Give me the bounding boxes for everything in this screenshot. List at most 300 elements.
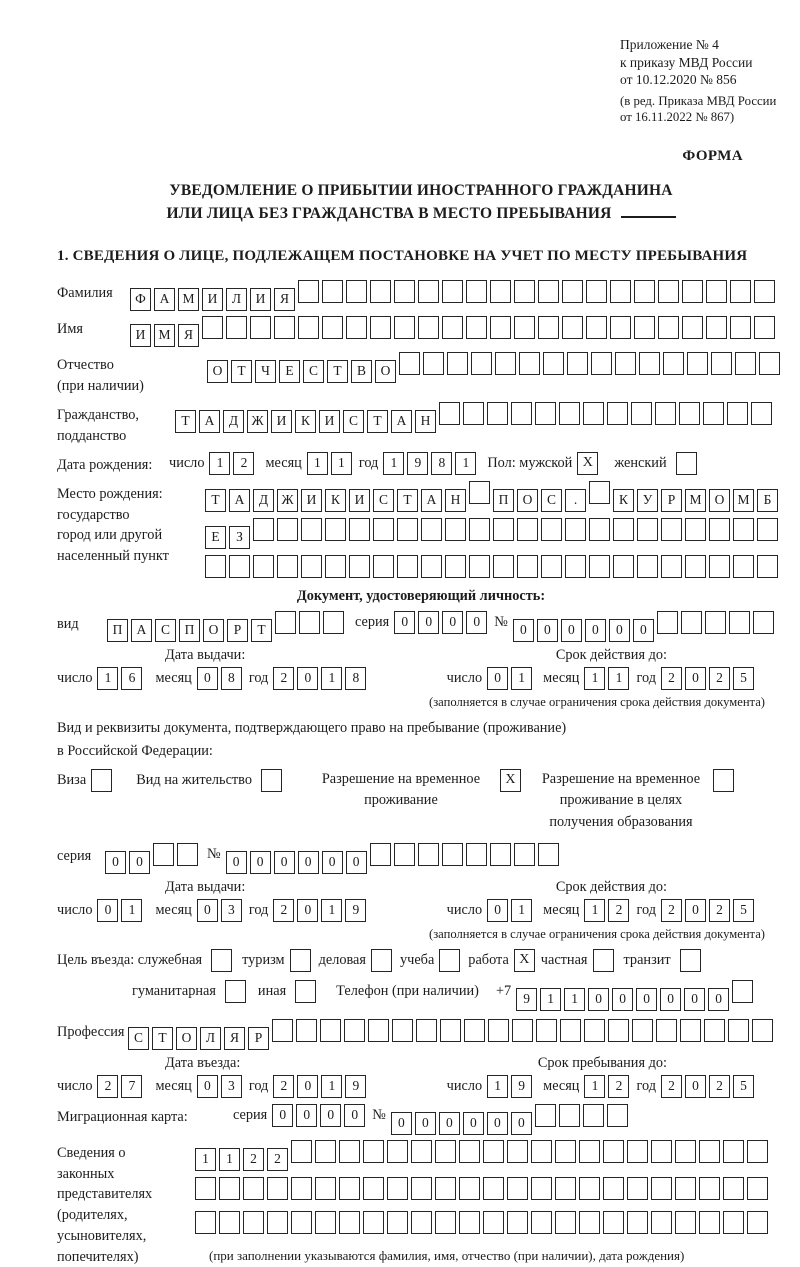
char-cell[interactable]: 0 xyxy=(612,988,633,1011)
char-cell[interactable] xyxy=(363,1140,384,1163)
char-cell[interactable]: 5 xyxy=(733,899,754,922)
char-cell[interactable]: 1 xyxy=(511,667,532,690)
char-cell[interactable] xyxy=(373,518,394,541)
char-cell[interactable]: 1 xyxy=(195,1148,216,1171)
char-cell[interactable]: Е xyxy=(205,526,226,549)
char-cell[interactable]: 0 xyxy=(537,619,558,642)
char-cell[interactable]: М xyxy=(178,288,199,311)
doc-valid-year-field[interactable] xyxy=(661,667,757,690)
char-cell[interactable] xyxy=(699,1140,720,1163)
char-cell[interactable] xyxy=(586,316,607,339)
char-cell[interactable]: К xyxy=(613,489,634,512)
char-cell[interactable] xyxy=(514,280,535,303)
char-cell[interactable] xyxy=(349,555,370,578)
char-cell[interactable] xyxy=(346,280,367,303)
char-cell[interactable]: 0 xyxy=(588,988,609,1011)
char-cell[interactable] xyxy=(442,843,463,866)
char-cell[interactable] xyxy=(754,280,775,303)
char-cell[interactable]: Т xyxy=(152,1027,173,1050)
char-cell[interactable] xyxy=(613,518,634,541)
char-cell[interactable] xyxy=(543,352,564,375)
char-cell[interactable]: 0 xyxy=(684,988,705,1011)
char-cell[interactable] xyxy=(483,1177,504,1200)
char-cell[interactable] xyxy=(495,352,516,375)
checkbox-visa[interactable] xyxy=(91,769,112,792)
char-cell[interactable]: 0 xyxy=(660,988,681,1011)
char-cell[interactable] xyxy=(315,1177,336,1200)
char-cell[interactable] xyxy=(394,843,415,866)
char-cell[interactable] xyxy=(733,518,754,541)
char-cell[interactable] xyxy=(687,352,708,375)
char-cell[interactable] xyxy=(531,1177,552,1200)
char-cell[interactable]: 1 xyxy=(584,1075,605,1098)
char-cell[interactable] xyxy=(579,1177,600,1200)
char-cell[interactable] xyxy=(325,555,346,578)
char-cell[interactable]: А xyxy=(131,619,152,642)
char-cell[interactable]: 0 xyxy=(297,1075,318,1098)
char-cell[interactable]: М xyxy=(154,324,175,347)
char-cell[interactable] xyxy=(559,1104,580,1127)
char-cell[interactable] xyxy=(759,352,780,375)
char-cell[interactable] xyxy=(613,555,634,578)
char-cell[interactable] xyxy=(627,1140,648,1163)
char-cell[interactable] xyxy=(627,1211,648,1234)
checkbox-male[interactable]: X xyxy=(577,452,598,475)
char-cell[interactable] xyxy=(675,1177,696,1200)
char-cell[interactable] xyxy=(243,1177,264,1200)
char-cell[interactable]: 1 xyxy=(564,988,585,1011)
char-cell[interactable] xyxy=(411,1140,432,1163)
char-cell[interactable]: С xyxy=(155,619,176,642)
checkbox-temp-residence-edu[interactable] xyxy=(713,769,734,792)
char-cell[interactable] xyxy=(685,555,706,578)
res-issue-year-field[interactable] xyxy=(273,899,369,922)
char-cell[interactable] xyxy=(291,1140,312,1163)
char-cell[interactable]: С xyxy=(343,410,364,433)
entry-month-field[interactable] xyxy=(197,1075,245,1098)
char-cell[interactable] xyxy=(752,1019,773,1042)
char-cell[interactable] xyxy=(565,518,586,541)
char-cell[interactable]: 2 xyxy=(709,899,730,922)
char-cell[interactable] xyxy=(298,280,319,303)
char-cell[interactable] xyxy=(699,1211,720,1234)
char-cell[interactable]: 0 xyxy=(274,851,295,874)
char-cell[interactable] xyxy=(301,555,322,578)
char-cell[interactable]: А xyxy=(199,410,220,433)
char-cell[interactable]: 0 xyxy=(197,1075,218,1098)
char-cell[interactable] xyxy=(607,402,628,425)
char-cell[interactable]: 1 xyxy=(321,667,342,690)
char-cell[interactable]: Н xyxy=(415,410,436,433)
char-cell[interactable]: С xyxy=(128,1027,149,1050)
char-cell[interactable] xyxy=(274,316,295,339)
char-cell[interactable]: У xyxy=(637,489,658,512)
char-cell[interactable]: Р xyxy=(661,489,682,512)
res-valid-month-field[interactable] xyxy=(584,899,632,922)
char-cell[interactable]: 1 xyxy=(608,667,629,690)
char-cell[interactable] xyxy=(418,843,439,866)
char-cell[interactable] xyxy=(253,518,274,541)
char-cell[interactable] xyxy=(723,1211,744,1234)
char-cell[interactable]: О xyxy=(203,619,224,642)
char-cell[interactable] xyxy=(399,352,420,375)
char-cell[interactable] xyxy=(663,352,684,375)
char-cell[interactable] xyxy=(730,316,751,339)
res-number-field[interactable] xyxy=(226,843,562,874)
char-cell[interactable] xyxy=(363,1211,384,1234)
char-cell[interactable] xyxy=(373,555,394,578)
birth-year-field[interactable] xyxy=(383,452,479,475)
checkbox-female[interactable] xyxy=(676,452,697,475)
char-cell[interactable] xyxy=(555,1177,576,1200)
char-cell[interactable] xyxy=(732,980,753,1003)
char-cell[interactable] xyxy=(589,518,610,541)
char-cell[interactable] xyxy=(555,1211,576,1234)
char-cell[interactable] xyxy=(679,402,700,425)
char-cell[interactable]: Т xyxy=(397,489,418,512)
char-cell[interactable]: 0 xyxy=(685,899,706,922)
char-cell[interactable] xyxy=(682,316,703,339)
char-cell[interactable]: 0 xyxy=(511,1112,532,1135)
char-cell[interactable] xyxy=(296,1019,317,1042)
char-cell[interactable] xyxy=(195,1211,216,1234)
char-cell[interactable] xyxy=(421,555,442,578)
char-cell[interactable] xyxy=(704,1019,725,1042)
char-cell[interactable]: Л xyxy=(226,288,247,311)
char-cell[interactable]: 0 xyxy=(442,611,463,634)
char-cell[interactable]: 0 xyxy=(463,1112,484,1135)
stay-day-field[interactable] xyxy=(487,1075,535,1098)
char-cell[interactable] xyxy=(747,1177,768,1200)
char-cell[interactable] xyxy=(589,481,610,504)
birth-place-row-2[interactable] xyxy=(205,518,781,549)
char-cell[interactable] xyxy=(418,280,439,303)
char-cell[interactable] xyxy=(423,352,444,375)
char-cell[interactable] xyxy=(589,555,610,578)
char-cell[interactable]: 6 xyxy=(121,667,142,690)
char-cell[interactable] xyxy=(435,1177,456,1200)
entry-year-field[interactable] xyxy=(273,1075,369,1098)
char-cell[interactable]: 3 xyxy=(221,1075,242,1098)
char-cell[interactable]: 0 xyxy=(297,667,318,690)
char-cell[interactable] xyxy=(459,1177,480,1200)
char-cell[interactable] xyxy=(699,1177,720,1200)
char-cell[interactable]: П xyxy=(179,619,200,642)
char-cell[interactable] xyxy=(466,843,487,866)
char-cell[interactable] xyxy=(487,402,508,425)
char-cell[interactable] xyxy=(490,316,511,339)
char-cell[interactable] xyxy=(711,352,732,375)
char-cell[interactable]: И xyxy=(319,410,340,433)
profession-field[interactable] xyxy=(128,1019,776,1050)
char-cell[interactable] xyxy=(387,1177,408,1200)
char-cell[interactable] xyxy=(754,316,775,339)
char-cell[interactable] xyxy=(562,316,583,339)
char-cell[interactable] xyxy=(459,1140,480,1163)
char-cell[interactable]: И xyxy=(349,489,370,512)
char-cell[interactable] xyxy=(346,316,367,339)
char-cell[interactable] xyxy=(291,1211,312,1234)
char-cell[interactable]: 1 xyxy=(121,899,142,922)
char-cell[interactable] xyxy=(603,1177,624,1200)
char-cell[interactable] xyxy=(267,1177,288,1200)
char-cell[interactable] xyxy=(322,316,343,339)
char-cell[interactable]: 0 xyxy=(320,1104,341,1127)
char-cell[interactable]: Ж xyxy=(247,410,268,433)
char-cell[interactable] xyxy=(661,518,682,541)
checkbox-private[interactable] xyxy=(593,949,614,972)
char-cell[interactable]: 0 xyxy=(391,1112,412,1135)
char-cell[interactable]: 1 xyxy=(209,452,230,475)
char-cell[interactable] xyxy=(535,402,556,425)
char-cell[interactable] xyxy=(397,518,418,541)
doc-number-field[interactable] xyxy=(513,611,777,642)
char-cell[interactable] xyxy=(651,1211,672,1234)
char-cell[interactable]: 0 xyxy=(609,619,630,642)
char-cell[interactable]: Т xyxy=(205,489,226,512)
char-cell[interactable]: А xyxy=(154,288,175,311)
char-cell[interactable] xyxy=(344,1019,365,1042)
migcard-number-field[interactable] xyxy=(391,1104,631,1135)
doc-issue-day-field[interactable] xyxy=(97,667,145,690)
char-cell[interactable] xyxy=(368,1019,389,1042)
doc-series-field[interactable] xyxy=(394,611,490,634)
char-cell[interactable] xyxy=(531,1211,552,1234)
char-cell[interactable] xyxy=(567,352,588,375)
char-cell[interactable] xyxy=(753,611,774,634)
char-cell[interactable]: Е xyxy=(279,360,300,383)
char-cell[interactable] xyxy=(483,1211,504,1234)
char-cell[interactable] xyxy=(583,1104,604,1127)
char-cell[interactable] xyxy=(747,1140,768,1163)
char-cell[interactable]: 1 xyxy=(321,1075,342,1098)
res-issue-day-field[interactable] xyxy=(97,899,145,922)
char-cell[interactable]: 7 xyxy=(121,1075,142,1098)
char-cell[interactable] xyxy=(466,280,487,303)
char-cell[interactable] xyxy=(339,1177,360,1200)
char-cell[interactable] xyxy=(655,402,676,425)
char-cell[interactable]: Т xyxy=(367,410,388,433)
char-cell[interactable]: Т xyxy=(327,360,348,383)
char-cell[interactable]: 8 xyxy=(431,452,452,475)
char-cell[interactable]: А xyxy=(229,489,250,512)
char-cell[interactable] xyxy=(469,555,490,578)
char-cell[interactable] xyxy=(723,1140,744,1163)
char-cell[interactable] xyxy=(631,402,652,425)
checkbox-work[interactable]: X xyxy=(514,949,535,972)
char-cell[interactable]: З xyxy=(229,526,250,549)
char-cell[interactable]: 0 xyxy=(466,611,487,634)
char-cell[interactable] xyxy=(323,611,344,634)
stay-month-field[interactable] xyxy=(584,1075,632,1098)
char-cell[interactable] xyxy=(607,1104,628,1127)
checkbox-transit[interactable] xyxy=(680,949,701,972)
char-cell[interactable]: И xyxy=(250,288,271,311)
char-cell[interactable] xyxy=(219,1177,240,1200)
char-cell[interactable] xyxy=(610,316,631,339)
char-cell[interactable] xyxy=(727,402,748,425)
char-cell[interactable] xyxy=(637,555,658,578)
migcard-series-field[interactable] xyxy=(272,1104,368,1127)
char-cell[interactable] xyxy=(229,555,250,578)
char-cell[interactable] xyxy=(493,555,514,578)
char-cell[interactable]: 0 xyxy=(346,851,367,874)
phone-field[interactable] xyxy=(516,980,756,1011)
given-name-field[interactable] xyxy=(130,316,778,347)
char-cell[interactable]: 2 xyxy=(608,1075,629,1098)
char-cell[interactable]: О xyxy=(517,489,538,512)
char-cell[interactable] xyxy=(394,316,415,339)
char-cell[interactable] xyxy=(519,352,540,375)
char-cell[interactable]: 2 xyxy=(661,1075,682,1098)
char-cell[interactable] xyxy=(243,1211,264,1234)
char-cell[interactable]: О xyxy=(709,489,730,512)
char-cell[interactable]: 1 xyxy=(540,988,561,1011)
char-cell[interactable] xyxy=(291,1177,312,1200)
char-cell[interactable] xyxy=(591,352,612,375)
char-cell[interactable] xyxy=(469,481,490,504)
char-cell[interactable] xyxy=(490,280,511,303)
char-cell[interactable] xyxy=(565,555,586,578)
char-cell[interactable]: 0 xyxy=(561,619,582,642)
char-cell[interactable]: 0 xyxy=(418,611,439,634)
char-cell[interactable]: 2 xyxy=(661,667,682,690)
char-cell[interactable] xyxy=(584,1019,605,1042)
char-cell[interactable] xyxy=(488,1019,509,1042)
char-cell[interactable] xyxy=(447,352,468,375)
char-cell[interactable] xyxy=(442,316,463,339)
char-cell[interactable] xyxy=(680,1019,701,1042)
char-cell[interactable]: Ч xyxy=(255,360,276,383)
char-cell[interactable]: И xyxy=(301,489,322,512)
char-cell[interactable] xyxy=(387,1211,408,1234)
char-cell[interactable]: 1 xyxy=(97,667,118,690)
char-cell[interactable]: П xyxy=(493,489,514,512)
char-cell[interactable] xyxy=(723,1177,744,1200)
char-cell[interactable] xyxy=(586,280,607,303)
char-cell[interactable]: 5 xyxy=(733,667,754,690)
char-cell[interactable] xyxy=(583,402,604,425)
char-cell[interactable] xyxy=(153,843,174,866)
char-cell[interactable] xyxy=(418,316,439,339)
char-cell[interactable]: 2 xyxy=(709,1075,730,1098)
char-cell[interactable]: 0 xyxy=(394,611,415,634)
char-cell[interactable] xyxy=(411,1177,432,1200)
char-cell[interactable] xyxy=(535,1104,556,1127)
char-cell[interactable] xyxy=(445,555,466,578)
char-cell[interactable]: П xyxy=(107,619,128,642)
char-cell[interactable]: И xyxy=(130,324,151,347)
char-cell[interactable]: 9 xyxy=(345,1075,366,1098)
char-cell[interactable]: Т xyxy=(251,619,272,642)
char-cell[interactable] xyxy=(730,280,751,303)
char-cell[interactable]: 0 xyxy=(298,851,319,874)
char-cell[interactable] xyxy=(637,518,658,541)
birth-month-field[interactable] xyxy=(307,452,355,475)
char-cell[interactable] xyxy=(325,518,346,541)
char-cell[interactable] xyxy=(562,280,583,303)
char-cell[interactable] xyxy=(205,555,226,578)
char-cell[interactable] xyxy=(463,402,484,425)
char-cell[interactable]: 0 xyxy=(487,1112,508,1135)
char-cell[interactable]: 0 xyxy=(105,851,126,874)
char-cell[interactable]: 0 xyxy=(250,851,271,874)
char-cell[interactable] xyxy=(634,316,655,339)
res-valid-day-field[interactable] xyxy=(487,899,535,922)
char-cell[interactable]: Н xyxy=(445,489,466,512)
char-cell[interactable] xyxy=(339,1211,360,1234)
char-cell[interactable] xyxy=(202,316,223,339)
char-cell[interactable] xyxy=(658,316,679,339)
char-cell[interactable] xyxy=(709,518,730,541)
char-cell[interactable] xyxy=(682,280,703,303)
char-cell[interactable] xyxy=(538,280,559,303)
char-cell[interactable]: . xyxy=(565,489,586,512)
char-cell[interactable]: 2 xyxy=(608,899,629,922)
doc-valid-month-field[interactable] xyxy=(584,667,632,690)
char-cell[interactable]: 1 xyxy=(383,452,404,475)
char-cell[interactable] xyxy=(627,1177,648,1200)
char-cell[interactable] xyxy=(250,316,271,339)
char-cell[interactable] xyxy=(757,518,778,541)
char-cell[interactable] xyxy=(394,280,415,303)
char-cell[interactable]: 1 xyxy=(219,1148,240,1171)
char-cell[interactable]: 2 xyxy=(709,667,730,690)
char-cell[interactable]: Ж xyxy=(277,489,298,512)
char-cell[interactable] xyxy=(275,611,296,634)
char-cell[interactable]: 0 xyxy=(487,899,508,922)
char-cell[interactable] xyxy=(301,518,322,541)
char-cell[interactable]: 1 xyxy=(331,452,352,475)
char-cell[interactable]: С xyxy=(373,489,394,512)
char-cell[interactable]: 1 xyxy=(307,452,328,475)
char-cell[interactable] xyxy=(464,1019,485,1042)
char-cell[interactable] xyxy=(603,1211,624,1234)
checkbox-residence-permit[interactable] xyxy=(261,769,282,792)
char-cell[interactable] xyxy=(536,1019,557,1042)
char-cell[interactable]: В xyxy=(351,360,372,383)
birth-place-row-3[interactable] xyxy=(205,555,781,583)
char-cell[interactable] xyxy=(757,555,778,578)
char-cell[interactable] xyxy=(538,316,559,339)
char-cell[interactable]: 1 xyxy=(487,1075,508,1098)
citizenship-field[interactable] xyxy=(175,402,775,433)
char-cell[interactable] xyxy=(507,1140,528,1163)
char-cell[interactable] xyxy=(705,611,726,634)
char-cell[interactable]: 9 xyxy=(511,1075,532,1098)
char-cell[interactable] xyxy=(471,352,492,375)
char-cell[interactable]: М xyxy=(685,489,706,512)
char-cell[interactable] xyxy=(397,555,418,578)
char-cell[interactable] xyxy=(177,843,198,866)
char-cell[interactable]: 0 xyxy=(633,619,654,642)
entry-day-field[interactable] xyxy=(97,1075,145,1098)
representatives-row-3[interactable] xyxy=(195,1211,771,1239)
char-cell[interactable] xyxy=(339,1140,360,1163)
char-cell[interactable]: М xyxy=(733,489,754,512)
char-cell[interactable] xyxy=(709,555,730,578)
char-cell[interactable] xyxy=(685,518,706,541)
char-cell[interactable]: 1 xyxy=(511,899,532,922)
char-cell[interactable] xyxy=(411,1211,432,1234)
char-cell[interactable]: 0 xyxy=(297,899,318,922)
birth-day-field[interactable] xyxy=(209,452,257,475)
char-cell[interactable] xyxy=(555,1140,576,1163)
char-cell[interactable]: 0 xyxy=(415,1112,436,1135)
char-cell[interactable] xyxy=(421,518,442,541)
char-cell[interactable] xyxy=(435,1140,456,1163)
char-cell[interactable] xyxy=(706,280,727,303)
